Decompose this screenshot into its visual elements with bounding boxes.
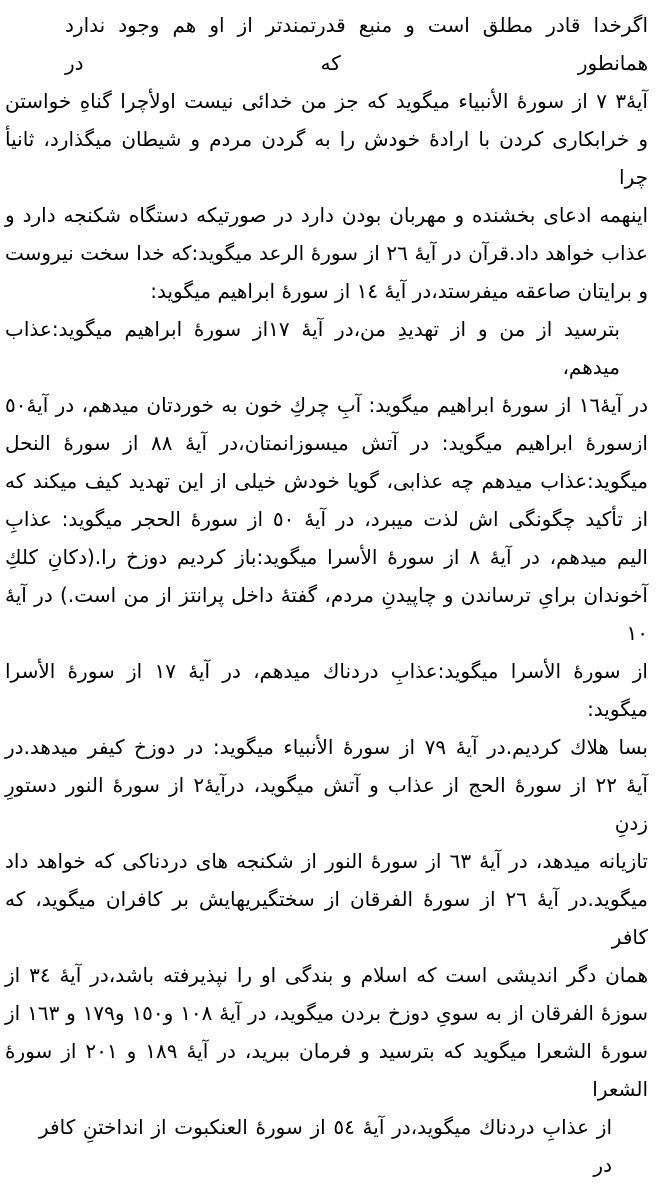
text-line: از تأكيد چگونگى اش لذت ميبرد، در آيهٔ ٥٠ از سورهٔ الحجر ميگويد: عذابِ [5,507,649,531]
text-line: آخوندان براىِ ترساندن و چاپيدنِ مردم، گفتهٔ داخل پرانتز از من است.) در آيهٔ ١٠ [5,583,648,645]
text-line: اليم ميدهم، در آيهٔ ٨ از سورهٔ الأسرا ميگويد:باز كرديم دوزخ را.(دكانِ كلكِ [5,545,648,569]
text-line: همان دگر انديشى است كه اسلام و بندگى او را نپذيرفته باشد،در آيهٔ ٣٤ از [5,963,648,987]
text-line: تازيانه ميدهد، در آيهٔ ٦٣ از سورهٔ النور از شكنجه هاى دردناكى كه خواهد داد [5,849,649,873]
text-line: بترسيد از من و از تهديدِ من،در آيهٔ ١٧از سورهٔ ابراهيم ميگويد:عذاب ميدهم، [5,317,620,379]
text-line: اينهمه ادعاى بخشنده و مهربان بودن دارد در صورتيكه دستگاه شكنجه دارد و [5,203,648,227]
text-line: ازسورهٔ ابراهيم ميگويد: در آتش ميسوزانمتان،در آيهٔ ٨٨ از سورهٔ النحل [5,431,648,455]
text-line: از عذابِ دردناك ميگويد،در آيهٔ ٥٤ از سورهٔ العنكبوت از انداختنِ كافر در [39,1115,612,1177]
text-line: ميگويد:عذاب ميدهم چه عذابى، گويا خودش خيلى از اين تهديد كيف ميكند كه [5,469,648,493]
text-line: در آيهٔ١٦ از سورهٔ ابراهيم ميگويد: آبِ چركِ خون به خوردتان ميدهم، در آيهٔ٥٠ [5,393,648,417]
text-line: و خرابكارى كردن با ارادهٔ خودش را به گردن مردم و شيطان ميگذارد، ثانيأ چرا [5,127,648,189]
text-line: ميگويد.در آيهٔ ٢٦ از سورهٔ الفرقان از سختگيريهايش بر كافران ميگويد، كه كافر [5,887,648,949]
text-line: آيهٔ٣ ٧ از سورهٔ الأنبياء ميگويد كه جز من خدائى نيست اولأچرا گناهِ خواستن [5,89,648,113]
text-line: و برايتان صاعقه ميفرستد،در آيهٔ ١٤ از سورهٔ ابراهيم ميگويد: [150,279,648,303]
text-line: اگرخدا قادر مطلق است و منبع قدرتمندتر از او هم وجود ندارد همانطور كه در [65,13,648,75]
text-line: سوزهٔ الفرقان از به سوىِ دوزخ بردن ميگويد، در آيهٔ ١٠٨ و١٥٠ و١٧٩ و ١٦٣ از [5,1001,648,1025]
text-line: سورهٔ الشعرا ميگويد كه بترسيد و فرمان ببريد، در آيهٔ ١٨٩ و ٢٠١ از سورهٔ الشعرا [5,1039,649,1101]
text-line: عذاب خواهد داد.قرآن در آيهٔ ٢٦ از سورهٔ الرعد ميگويد:كه خدا سخت نيروست [5,241,648,265]
text-line: از سورهٔ الأسرا ميگويد:عذابِ دردناك ميدهم، در آيهٔ ١٧ از سورهٔ الأسرا ميگويد: [5,659,648,721]
text-line: آيهٔ ٢٢ از سورهٔ الحج از عذاب و آتش ميگويد، درآيهٔ٢ از سورهٔ النور دستورِ زدنِ [5,773,648,835]
text-line: بسا هلاك كرديم.در آيهٔ ٧٩ از سورهٔ الأنبياء ميگويد: در دوزخ كيفر ميدهد.در [5,735,648,759]
